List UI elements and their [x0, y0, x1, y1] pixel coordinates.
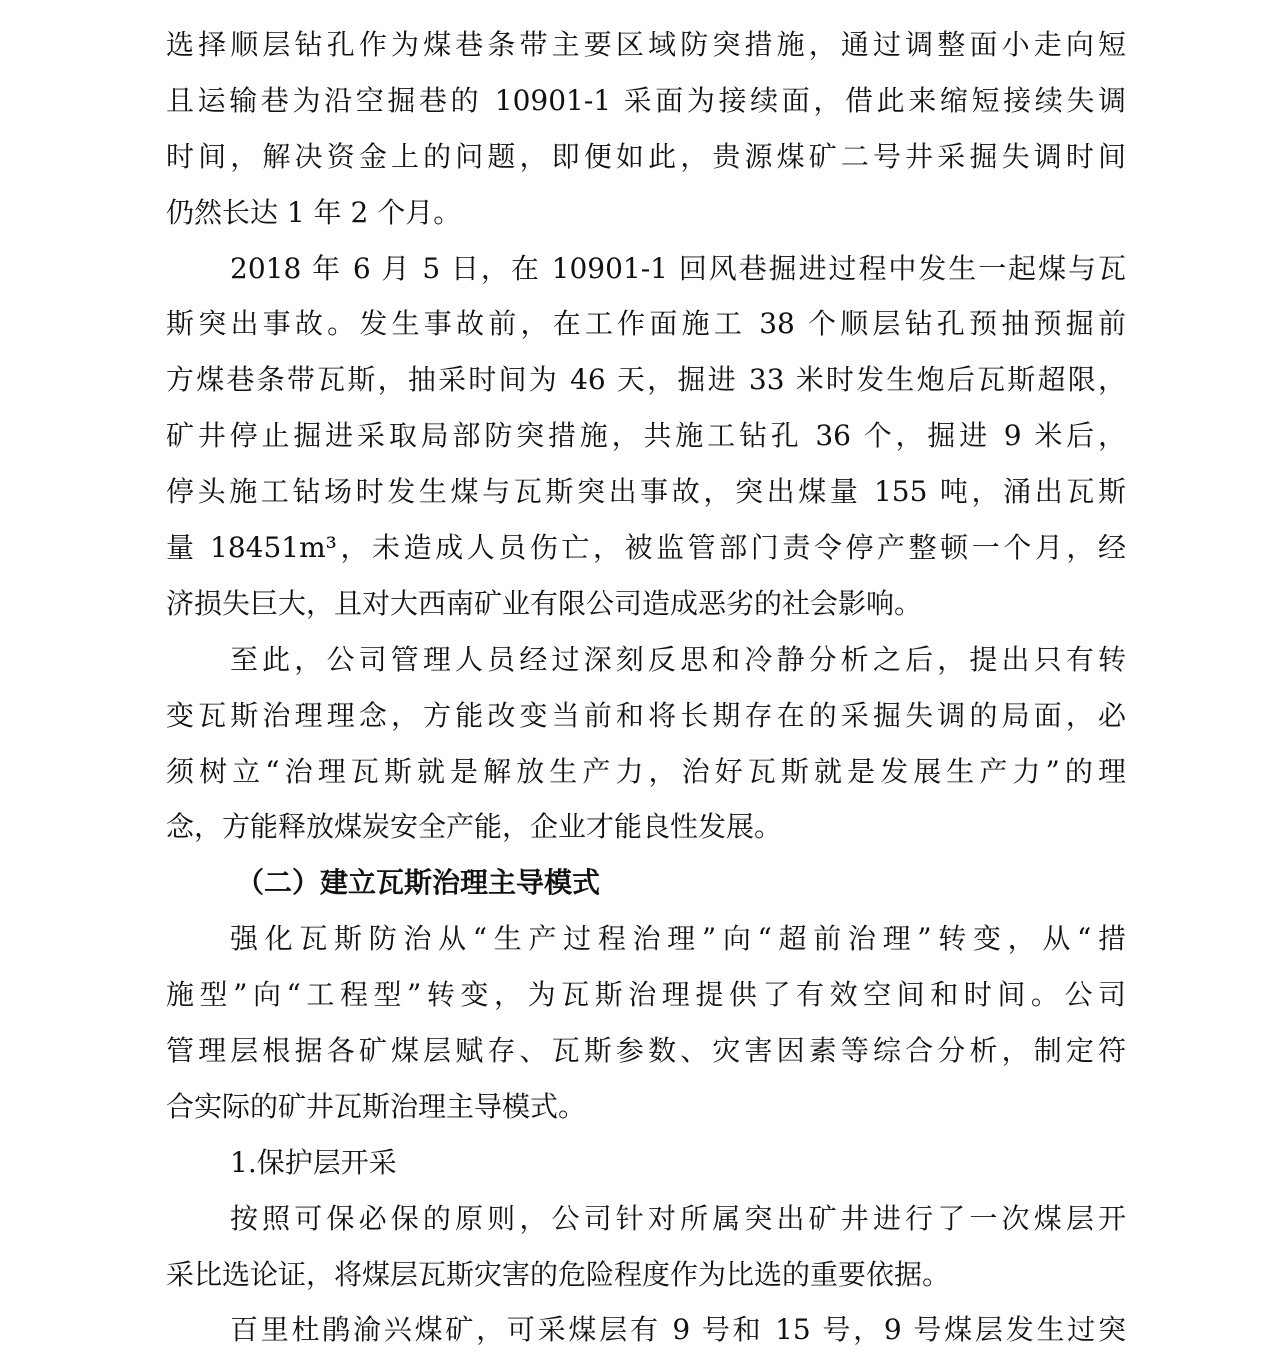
- document-body: [166, 17, 1126, 1358]
- text-line: 时间，解决资金上的问题，即便如此，贵源煤矿二号井采掘失调时间: [166, 139, 1126, 173]
- text-line: 量 18451m³，未造成人员伤亡，被监管部门责令停产整顿一个月，经: [166, 531, 1126, 565]
- text-line: 方煤巷条带瓦斯，抽采时间为 46 天，掘进 33 米时发生炮后瓦斯超限，: [166, 363, 1126, 397]
- text-line: 合实际的矿井瓦斯治理主导模式。: [166, 1089, 587, 1123]
- text-line: 百里杜鹃渝兴煤矿，可采煤层有 9 号和 15 号，9 号煤层发生过突: [230, 1313, 1126, 1347]
- text-line: 按照可保必保的原则，公司针对所属突出矿井进行了一次煤层开: [230, 1201, 1126, 1235]
- text-line: 采比选论证，将煤层瓦斯灾害的危险程度作为比选的重要依据。: [166, 1257, 951, 1291]
- text-line: 施型”向“工程型”转变，为瓦斯治理提供了有效空间和时间。公司: [166, 978, 1126, 1012]
- text-line: 斯突出事故。发生事故前，在工作面施工 38 个顺层钻孔预抽预掘前: [166, 307, 1126, 341]
- text-line: 选择顺层钻孔作为煤巷条带主要区域防突措施，通过调整面小走向短: [166, 28, 1126, 61]
- text-line: 仍然长达 1 年 2 个月。: [166, 195, 462, 229]
- text-line: 变瓦斯治理理念，方能改变当前和将长期存在的采掘失调的局面，必: [166, 698, 1126, 732]
- text-line: 停头施工钻场时发生煤与瓦斯突出事故，突出煤量 155 吨，涌出瓦斯: [166, 475, 1126, 509]
- text-line: 且运输巷为沿空掘巷的 10901-1 采面为接续面，借此来缩短接续失调: [166, 83, 1126, 117]
- text-line: 济损失巨大，且对大西南矿业有限公司造成恶劣的社会影响。: [166, 586, 923, 620]
- text-line: 2018 年 6 月 5 日，在 10901-1 回风巷掘进过程中发生一起煤与瓦: [230, 251, 1126, 285]
- text-line: 念，方能释放煤炭安全产能，企业才能良性发展。: [166, 810, 783, 844]
- text-line: 强化瓦斯防治从“生产过程治理”向“超前治理”转变，从“措: [230, 922, 1126, 956]
- text-line: 须树立“治理瓦斯就是解放生产力，治好瓦斯就是发展生产力”的理: [166, 754, 1126, 788]
- text-line: 矿井停止掘进采取局部防突措施，共施工钻孔 36 个，掘进 9 米后，: [166, 419, 1126, 453]
- text-line: 至此，公司管理人员经过深刻反思和冷静分析之后，提出只有转: [230, 642, 1126, 676]
- section-heading: （二）建立瓦斯治理主导模式: [236, 866, 601, 900]
- text-line: 管理层根据各矿煤层赋存、瓦斯参数、灾害因素等综合分析，制定符: [166, 1034, 1126, 1068]
- subsection-heading: 1.保护层开采: [230, 1145, 397, 1179]
